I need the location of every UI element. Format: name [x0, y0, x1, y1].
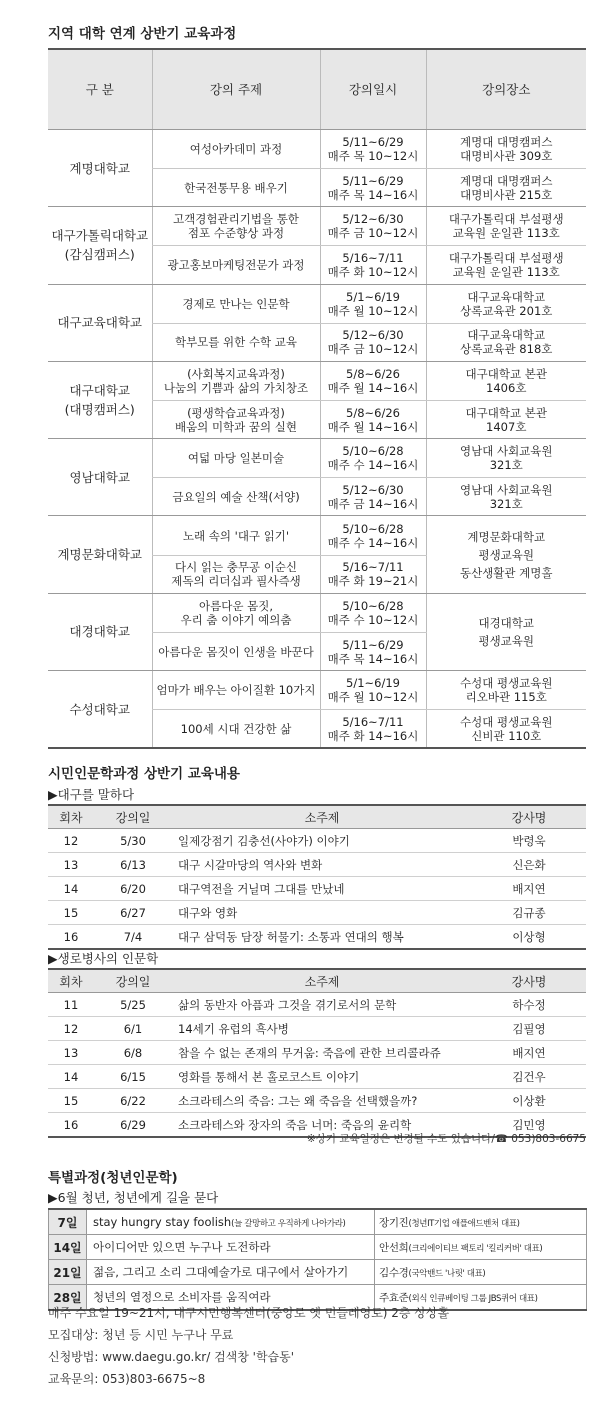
no-cell: 16	[48, 925, 94, 950]
date-cell: 5/11~6/29 매주 목 14~16시	[320, 632, 426, 670]
topic-cell: 경제로 만나는 인문학	[152, 284, 320, 323]
lecturer-cell: 배지연	[472, 1041, 586, 1065]
date-cell: 5/16~7/11 매주 화 19~21시	[320, 555, 426, 593]
date-cell: 5/10~6/28 매주 수 14~16시	[320, 516, 426, 555]
date-cell: 6/13	[94, 853, 172, 877]
topic-cell: 학부모를 위한 수학 교육	[152, 323, 320, 361]
topic-cell: (평생학습교육과정) 배움의 미학과 꿈의 실현	[152, 401, 320, 439]
place-cell: 수성대 평생교육원 리오바관 115호	[426, 671, 586, 710]
schedule-note: ※상기 교육일정은 변경될 수도 있습니다/☎ 053)803-6675	[306, 1133, 586, 1145]
speaker-cell: 주효준(외식 인큐베이팅 그룹 JBS퀴어 대표)	[375, 1285, 587, 1311]
topic-cell: 대구역전을 거닐며 그대를 만났네	[172, 877, 472, 901]
header-datetime: 강의일시	[320, 49, 426, 130]
section1-title: 지역 대학 연계 상반기 교육과정	[48, 26, 237, 42]
date-cell: 5/10~6/28 매주 수 10~12시	[320, 593, 426, 632]
date-cell: 5/11~6/29 매주 목 10~12시	[320, 130, 426, 169]
no-cell: 12	[48, 829, 94, 853]
no-cell: 12	[48, 1017, 94, 1041]
no-cell: 14	[48, 1065, 94, 1089]
no-cell: 15	[48, 1089, 94, 1113]
table-row	[48, 901, 586, 925]
topic-cell: 광고홍보마케팅전문가 과정	[152, 246, 320, 284]
header-category: 구 분	[48, 49, 152, 130]
no-cell: 13	[48, 1041, 94, 1065]
university-name: 계명대학교	[48, 130, 152, 207]
topic-cell: 여성아카데미 과정	[152, 130, 320, 169]
table-row	[48, 593, 586, 632]
header-lecturer: 강사명	[472, 969, 586, 993]
table-header-row	[48, 969, 586, 993]
lecturer-cell: 이상형	[472, 925, 586, 950]
course1-table	[48, 804, 586, 950]
speaker-cell: 김수경(국악밴드 '나릿' 대표)	[375, 1260, 587, 1285]
header-date: 강의일	[94, 969, 172, 993]
table-header-row	[48, 49, 586, 130]
course2-table	[48, 968, 586, 1138]
lecturer-cell: 하수정	[472, 993, 586, 1017]
title-cell: 젊음, 그리고 소리 그대예술가로 대구에서 살아가기	[87, 1260, 375, 1285]
university-name: 대구대학교 (대명캠퍼스)	[48, 361, 152, 438]
date-cell: 5/1~6/19 매주 월 10~12시	[320, 671, 426, 710]
date-cell: 21일	[49, 1260, 87, 1285]
date-cell: 6/29	[94, 1113, 172, 1138]
date-cell: 5/30	[94, 829, 172, 853]
topic-cell: 엄마가 배우는 아이질환 10가지	[152, 671, 320, 710]
section3-title: 특별과정(청년인문학)	[48, 1170, 178, 1186]
topic-cell: 아름다운 몸짓, 우리 춤 이야기 예의춤	[152, 593, 320, 632]
date-cell: 6/22	[94, 1089, 172, 1113]
date-cell: 5/25	[94, 993, 172, 1017]
no-cell: 14	[48, 877, 94, 901]
place-cell: 영남대 사회교육원 321호	[426, 439, 586, 478]
lecturer-cell: 이상환	[472, 1089, 586, 1113]
no-cell: 15	[48, 901, 94, 925]
course2-title: ▶생로병사의 인문학	[48, 951, 159, 966]
topic-cell: 소크라테스의 죽음: 그는 왜 죽음을 선택했을까?	[172, 1089, 472, 1113]
lecturer-cell: 김건우	[472, 1065, 586, 1089]
table-row	[48, 516, 586, 555]
date-cell: 28일	[49, 1285, 87, 1311]
university-course-table	[48, 48, 586, 749]
university-name: 대경대학교	[48, 593, 152, 670]
topic-cell: 100세 시대 건강한 삶	[152, 710, 320, 748]
table-row	[48, 130, 586, 169]
topic-cell: 여덟 마당 일본미술	[152, 439, 320, 478]
date-cell: 7일	[49, 1209, 87, 1235]
topic-cell: 금요일의 예술 산책(서양)	[152, 478, 320, 516]
topic-cell: 노래 속의 '대구 읽기'	[152, 516, 320, 555]
table-row	[49, 1260, 587, 1285]
place-cell: 대구대학교 본관 1406호	[426, 361, 586, 400]
topic-cell: 다시 읽는 충무공 이순신 제독의 리더십과 필사즉생	[152, 555, 320, 593]
table-row	[48, 1017, 586, 1041]
lecturer-cell: 김민영	[472, 1113, 586, 1138]
table-row	[48, 1065, 586, 1089]
place-cell: 계명문화대학교 평생교육원 동산생활관 계명홀	[426, 516, 586, 593]
date-cell: 6/8	[94, 1041, 172, 1065]
table-row	[49, 1235, 587, 1260]
date-cell: 5/16~7/11 매주 화 10~12시	[320, 246, 426, 284]
course1-title: ▶대구를 말하다	[48, 787, 135, 802]
youth-course-table	[48, 1208, 587, 1311]
date-cell: 6/27	[94, 901, 172, 925]
table-row	[48, 284, 586, 323]
university-name: 대구교육대학교	[48, 284, 152, 361]
table-row	[48, 361, 586, 400]
place-cell: 대경대학교 평생교육원	[426, 593, 586, 670]
lecturer-cell: 김규종	[472, 901, 586, 925]
header-no: 회차	[48, 805, 94, 829]
lecturer-cell: 배지연	[472, 877, 586, 901]
place-cell: 대구교육대학교 상록교육관 818호	[426, 323, 586, 361]
topic-cell: 한국전통무용 배우기	[152, 169, 320, 207]
date-cell: 5/8~6/26 매주 월 14~16시	[320, 401, 426, 439]
place-cell: 영남대 사회교육원 321호	[426, 478, 586, 516]
info-contact: 교육문의: 053)803-6675~8	[48, 1372, 206, 1386]
place-cell: 계명대 대명캠퍼스 대명비사관 309호	[426, 130, 586, 169]
no-cell: 13	[48, 853, 94, 877]
topic-cell: 영화를 통해서 본 홀로코스트 이야기	[172, 1065, 472, 1089]
info-schedule: 매주 수요일 19~21시, 대구시민행복센터(중앙로 옛 민들레영토) 2층 상상홀	[48, 1306, 450, 1320]
topic-cell: (사회복지교육과정) 나눔의 기쁨과 삶의 가치창조	[152, 361, 320, 400]
info-target: 모집대상: 청년 등 시민 누구나 무료	[48, 1328, 234, 1342]
date-cell: 5/10~6/28 매주 수 14~16시	[320, 439, 426, 478]
header-topic: 강의 주제	[152, 49, 320, 130]
date-cell: 5/12~6/30 매주 금 10~12시	[320, 207, 426, 246]
date-cell: 6/20	[94, 877, 172, 901]
header-topic: 소주제	[172, 969, 472, 993]
header-no: 회차	[48, 969, 94, 993]
table-row	[48, 925, 586, 950]
date-cell: 5/12~6/30 매주 금 14~16시	[320, 478, 426, 516]
speaker-cell: 안선희(크리에이티브 팩토리 '킬리커버' 대표)	[375, 1235, 587, 1260]
place-cell: 대구교육대학교 상록교육관 201호	[426, 284, 586, 323]
university-name: 영남대학교	[48, 439, 152, 516]
topic-cell: 대구 삼덕동 담장 허물기: 소통과 연대의 행복	[172, 925, 472, 950]
place-cell: 대구대학교 본관 1407호	[426, 401, 586, 439]
topic-cell: 고객경험관리기법을 통한 점포 수준향상 과정	[152, 207, 320, 246]
lecturer-cell: 김필영	[472, 1017, 586, 1041]
table-row	[48, 829, 586, 853]
topic-cell: 대구와 영화	[172, 901, 472, 925]
topic-cell: 참을 수 없는 존재의 무거움: 죽음에 관한 브리콜라쥬	[172, 1041, 472, 1065]
university-name: 수성대학교	[48, 671, 152, 748]
section2-title: 시민인문학과정 상반기 교육내용	[48, 766, 240, 782]
date-cell: 6/1	[94, 1017, 172, 1041]
date-cell: 5/11~6/29 매주 목 14~16시	[320, 169, 426, 207]
lecturer-cell: 박령욱	[472, 829, 586, 853]
no-cell: 16	[48, 1113, 94, 1138]
table-row	[49, 1209, 587, 1235]
header-lecturer: 강사명	[472, 805, 586, 829]
date-cell: 5/12~6/30 매주 금 10~12시	[320, 323, 426, 361]
title-cell: 청년의 열정으로 소비자를 움직여라	[87, 1285, 375, 1311]
topic-cell: 14세기 유럽의 흑사병	[172, 1017, 472, 1041]
info-apply: 신청방법: www.daegu.go.kr/ 검색창 '학습동'	[48, 1350, 295, 1364]
table-row	[48, 439, 586, 478]
place-cell: 대구가톨릭대 부설평생 교육원 운일관 113호	[426, 246, 586, 284]
table-row	[48, 1041, 586, 1065]
header-place: 강의장소	[426, 49, 586, 130]
table-header-row	[48, 805, 586, 829]
place-cell: 대구가톨릭대 부설평생 교육원 운일관 113호	[426, 207, 586, 246]
date-cell: 14일	[49, 1235, 87, 1260]
no-cell: 11	[48, 993, 94, 1017]
university-name: 계명문화대학교	[48, 516, 152, 593]
speaker-cell: 장기진(청년IT기업 애플애드벤처 대표)	[375, 1209, 587, 1235]
date-cell: 6/15	[94, 1065, 172, 1089]
table-row	[48, 877, 586, 901]
date-cell: 5/1~6/19 매주 월 10~12시	[320, 284, 426, 323]
table-row	[48, 207, 586, 246]
topic-cell: 소크라테스와 장자의 죽음 너머: 죽음의 윤리학	[172, 1113, 472, 1138]
topic-cell: 아름다운 몸짓이 인생을 바꾼다	[152, 632, 320, 670]
table-row	[48, 993, 586, 1017]
section3-subtitle: ▶6월 청년, 청년에게 길을 묻다	[48, 1190, 219, 1205]
place-cell: 수성대 평생교육원 신비관 110호	[426, 710, 586, 748]
university-name: 대구가톨릭대학교 (감심캠퍼스)	[48, 207, 152, 284]
place-cell: 계명대 대명캠퍼스 대명비사관 215호	[426, 169, 586, 207]
topic-cell: 삶의 동반자 아픔과 그것을 겪기로서의 문학	[172, 993, 472, 1017]
table-row	[48, 671, 586, 710]
date-cell: 7/4	[94, 925, 172, 950]
header-date: 강의일	[94, 805, 172, 829]
table-row	[48, 853, 586, 877]
topic-cell: 대구 시갈마당의 역사와 변화	[172, 853, 472, 877]
header-topic: 소주제	[172, 805, 472, 829]
title-cell: stay hungry stay foolish(늘 갈망하고 우직하게 나아가라)	[87, 1209, 375, 1235]
lecturer-cell: 신은화	[472, 853, 586, 877]
date-cell: 5/8~6/26 매주 월 14~16시	[320, 361, 426, 400]
title-cell: 아이디어만 있으면 누구나 도전하라	[87, 1235, 375, 1260]
date-cell: 5/16~7/11 매주 화 14~16시	[320, 710, 426, 748]
table-row	[48, 1089, 586, 1113]
topic-cell: 일제강점기 김충선(사야가) 이야기	[172, 829, 472, 853]
